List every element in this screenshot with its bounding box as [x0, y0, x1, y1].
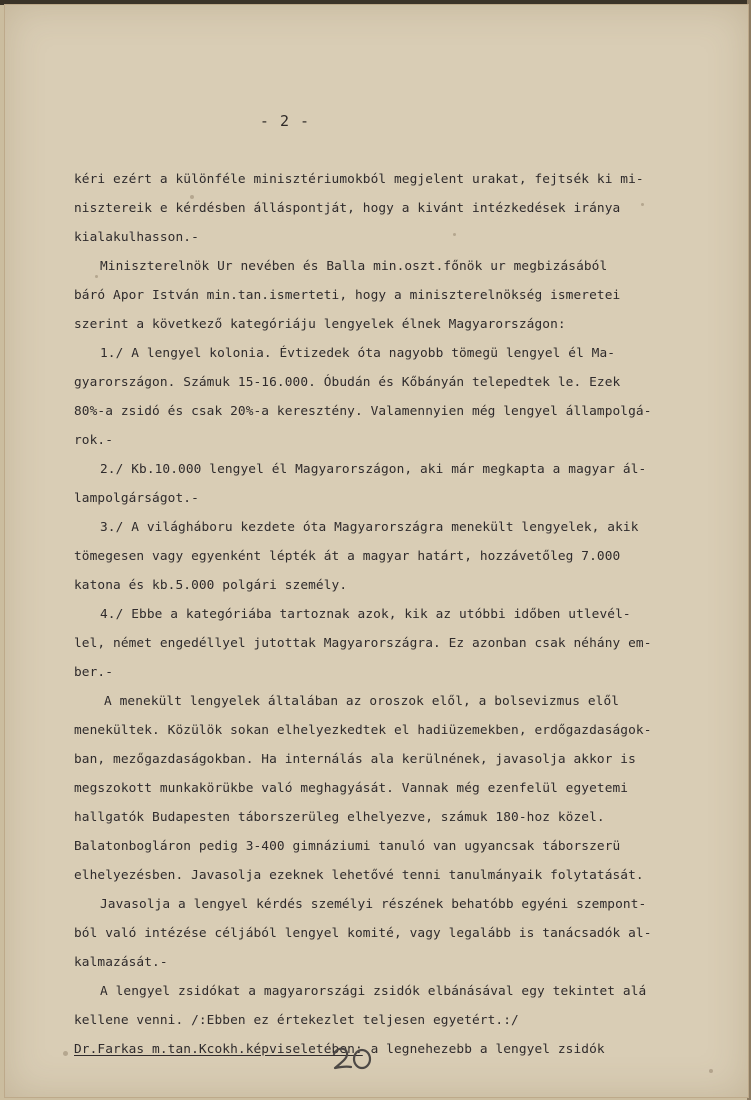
text-line: nisztereik e kérdésben álláspontját, hogy a kivánt intézkedések iránya	[74, 201, 621, 216]
text-line: tömegesen vagy egyenként lépték át a magyar határt, hozzávetőleg 7.000	[74, 549, 621, 564]
text-line: 3./ A világháboru kezdete óta Magyarországra menekült lengyelek, akik	[100, 520, 639, 535]
text-line: Miniszterelnök Ur nevében és Balla min.oszt.főnök ur megbizásából	[100, 259, 608, 274]
text-line: 4./ Ebbe a kategóriába tartoznak azok, kik az utóbbi időben utlevél-	[100, 607, 631, 622]
text-line: ban, mezőgazdaságokban. Ha internálás ala kerülnének, javasolja akkor is	[74, 752, 636, 767]
text-line: elhelyezésben. Javasolja ezeknek lehetővé tenni tanulmányaik folytatását.	[74, 868, 644, 883]
text-line: hallgatók Budapesten táborszerüleg elhelyezve, számuk 180-hoz közel.	[74, 810, 605, 825]
text-line: ber.-	[74, 665, 114, 680]
text-line: megszokott munkakörükbe való meghagyását. Vannak még ezenfelül egyetemi	[74, 781, 629, 796]
text-line: szerint a következő kategóriáju lengyelek élnek Magyarországon:	[74, 317, 566, 332]
text-line: kellene venni. /:Ebben ez értekezlet teljesen egyetért.:/	[74, 1013, 519, 1028]
body-text	[74, 165, 669, 1064]
text-line: lel, német engedéllyel jutottak Magyarországra. Ez azonban csak néhány em-	[74, 636, 652, 651]
text-line: kalmazását.-	[74, 955, 168, 970]
text-line: A lengyel zsidókat a magyarországi zsidók elbánásával egy tekintet alá	[100, 984, 647, 999]
page-number: - 2 -	[259, 112, 311, 130]
text-line: rok.-	[74, 433, 114, 448]
text-line: Javasolja a lengyel kérdés személyi részének behatóbb egyéni szempont-	[100, 897, 647, 912]
text-line: lampolgárságot.-	[74, 491, 199, 506]
text-line: 1./ A lengyel kolonia. Évtizedek óta nagyobb tömegü lengyel él Ma-	[100, 346, 616, 361]
paper-speck	[709, 1069, 713, 1073]
speaker-name: Dr.Farkas m.tan.Kcokh.képviseletében:	[74, 1042, 363, 1057]
speaker-statement: a legnehezebb a lengyel zsidók	[362, 1042, 605, 1057]
text-line: kéri ezért a különféle minisztériumokból megjelent urakat, fejtsék ki mi-	[74, 172, 644, 187]
text-line: gyarországon. Számuk 15-16.000. Óbudán és Kőbányán telepedtek le. Ezek	[74, 375, 621, 390]
text-line: katona és kb.5.000 polgári személy.	[74, 578, 348, 593]
text-line: kialakulhasson.-	[74, 230, 199, 245]
text-line: A menekült lengyelek általában az oroszok elől, a bolsevizmus elől	[104, 694, 620, 709]
text-line: 2./ Kb.10.000 lengyel él Magyarországon, aki már megkapta a magyar ál-	[100, 462, 647, 477]
text-line: báró Apor István min.tan.ismerteti, hogy a miniszterelnökség ismeretei	[74, 288, 621, 303]
handwritten-page-number	[330, 1043, 380, 1073]
text-line: menekültek. Közülök sokan elhelyezkedtek el hadiüzemekben, erdőgazdaságok-	[74, 723, 652, 738]
text-line: Balatonbogláron pedig 3-400 gimnáziumi tanuló van ugyancsak táborszerü	[74, 839, 621, 854]
text-line: 80%-a zsidó és csak 20%-a keresztény. Valamennyien még lengyel állampolgá-	[74, 404, 652, 419]
text-line: ból való intézése céljából lengyel komité, vagy legalább is tanácsadók al-	[74, 926, 652, 941]
paper-speck	[63, 1051, 68, 1056]
